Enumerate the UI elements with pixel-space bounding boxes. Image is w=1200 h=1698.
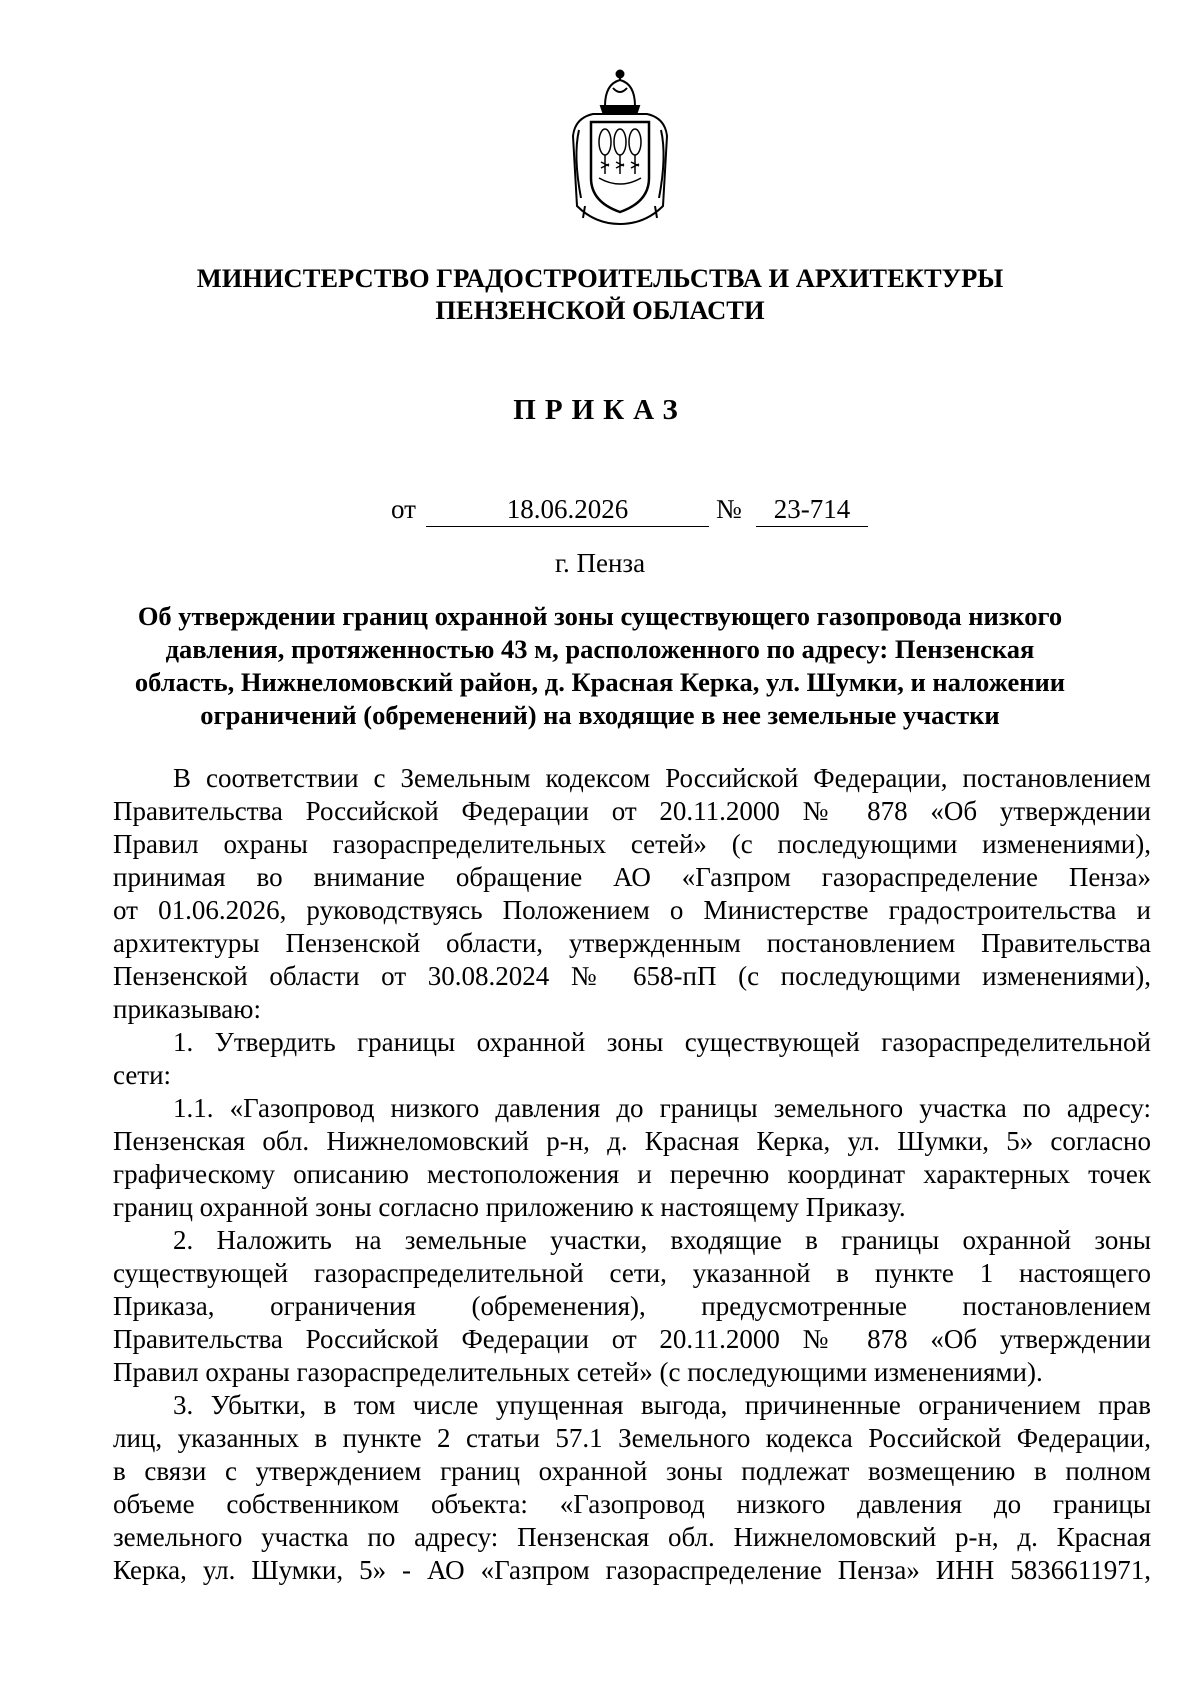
body-line: границ охранной зоны согласно приложению к настоящему Приказу. <box>113 1192 906 1222</box>
body-line: 1. Утвердить границы охранной зоны существующей газораспределительной <box>173 1027 1151 1057</box>
body-line: в связи с утверждением границ охранной зоны подлежат возмещению в полном <box>113 1456 1151 1486</box>
body-line: архитектуры Пензенской области, утвержденным постановлением Правительства <box>113 928 1151 958</box>
body-line: от 01.06.2026, руководствуясь Положением о Министерстве градостроительства и <box>113 895 1151 925</box>
body-line: Правительства Российской Федерации от 20.11.2000 № 878 «Об утверждении <box>113 796 1151 826</box>
body-line: лиц, указанных в пункте 2 статьи 57.1 Земельного кодекса Российской Федерации, <box>113 1423 1151 1453</box>
number-sign: № <box>716 494 742 524</box>
subject-line: область, Нижнеломовский район, д. Красная Керка, ул. Шумки, и наложении <box>134 667 1066 697</box>
document-body <box>113 762 1151 1587</box>
document-date: 18.06.2026 <box>426 492 709 527</box>
body-line: 2. Наложить на земельные участки, входящие в границы охранной зоны <box>173 1225 1151 1255</box>
body-line: Правил охраны газораспределительных сетей» (с последующими изменениями). <box>113 1357 1043 1387</box>
body-line: приказываю: <box>113 994 261 1024</box>
subject-line: Об утверждении границ охранной зоны существующего газопровода низкого <box>137 601 1063 631</box>
coat-of-arms-icon <box>565 66 675 226</box>
body-line: В соответствии с Земельным кодексом Российской Федерации, постановлением <box>173 763 1151 793</box>
document-type-title: ПРИКАЗ <box>513 394 687 426</box>
body-line: объеме собственником объекта: «Газопровод низкого давления до границы <box>113 1489 1151 1519</box>
body-line: Пензенской области от 30.08.2024 № 658-пП (с последующими изменениями), <box>113 961 1151 991</box>
body-line: графическому описанию местоположения и перечню координат характерных точек <box>113 1159 1151 1189</box>
document-number: 23-714 <box>756 492 868 527</box>
body-line: Правил охраны газораспределительных сетей» (с последующими изменениями), <box>113 829 1151 859</box>
body-line: Керка, ул. Шумки, 5» - АО «Газпром газораспределение Пенза» ИНН 5836611971, <box>113 1555 1151 1585</box>
subject-line: давления, протяженностью 43 м, расположенного по адресу: Пензенская <box>165 634 1035 664</box>
body-line: Приказа, ограничения (обременения), предусмотренные постановлением <box>113 1291 1151 1321</box>
body-line: принимая во внимание обращение АО «Газпром газораспределение Пенза» <box>113 862 1151 892</box>
body-line: 3. Убытки, в том числе упущенная выгода, причиненные ограничением прав <box>173 1390 1151 1420</box>
document-subject <box>120 600 1080 732</box>
ministry-name-line1: МИНИСТЕРСТВО ГРАДОСТРОИТЕЛЬСТВА И АРХИТЕКТУРЫ <box>196 263 1004 293</box>
body-line: существующей газораспределительной сети, указанной в пункте 1 настоящего <box>113 1258 1151 1288</box>
body-line: земельного участка по адресу: Пензенская обл. Нижнеломовский р-н, д. Красная <box>113 1522 1151 1552</box>
body-line: Пензенская обл. Нижнеломовский р-н, д. Красная Керка, ул. Шумки, 5» согласно <box>113 1126 1151 1156</box>
city-label: г. Пенза <box>554 548 646 578</box>
body-line: Правительства Российской Федерации от 20.11.2000 № 878 «Об утверждении <box>113 1324 1151 1354</box>
ministry-name-line2: ПЕНЗЕНСКОЙ ОБЛАСТИ <box>435 295 765 325</box>
body-line: 1.1. «Газопровод низкого давления до границы земельного участка по адресу: <box>173 1093 1151 1123</box>
date-prefix: от <box>391 494 416 524</box>
subject-line: ограничений (обременений) на входящие в нее земельные участки <box>200 700 1000 730</box>
body-line: сети: <box>113 1060 172 1090</box>
